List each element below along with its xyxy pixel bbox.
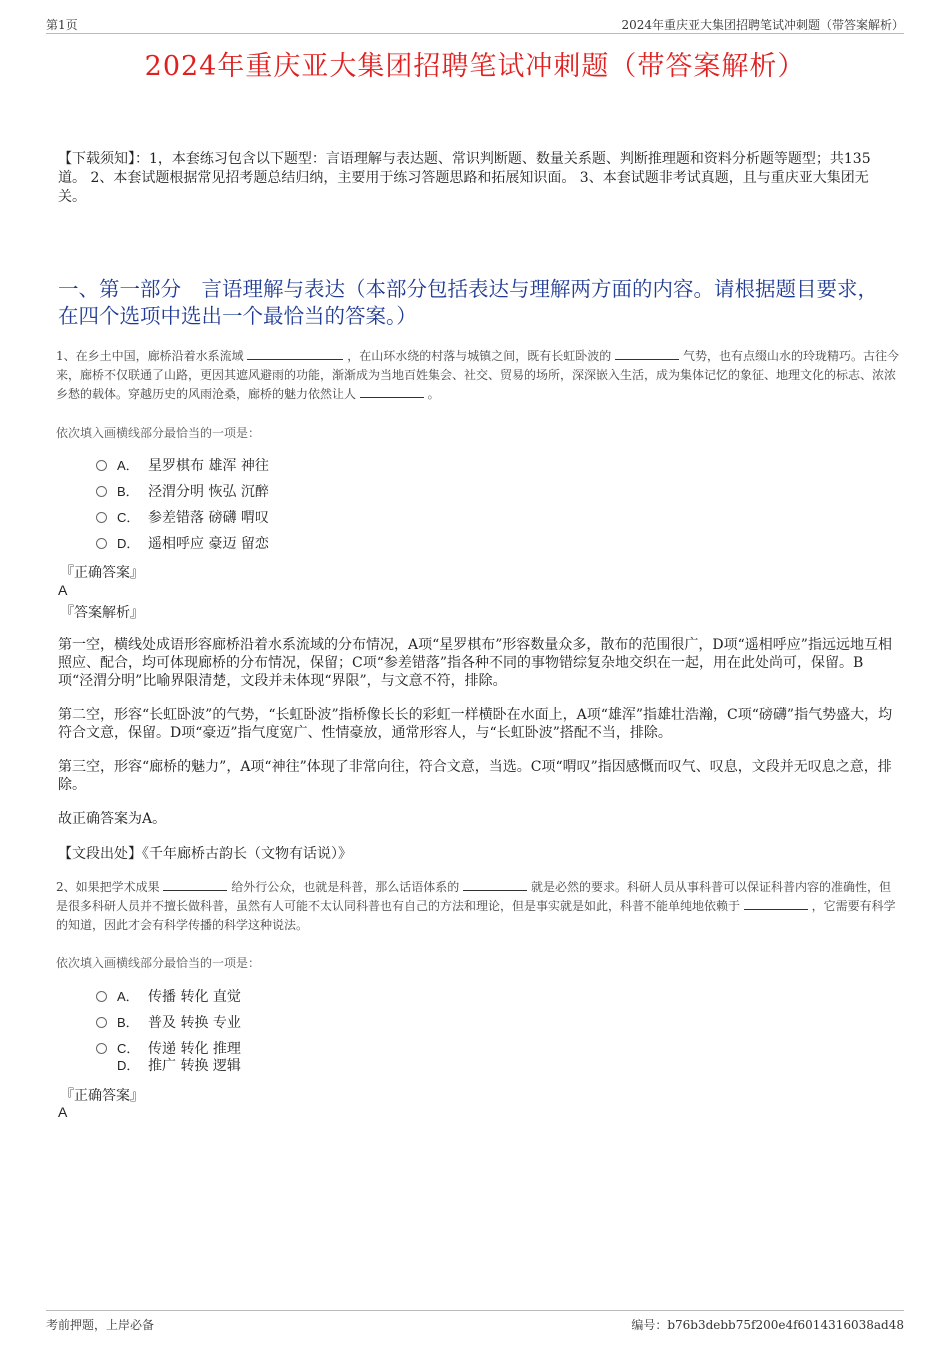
option-letter: D． [117,536,140,551]
option-letter: C． [117,1041,140,1056]
option-text: 传递 转化 推理 [148,1041,241,1057]
q1-blank-2 [615,347,679,360]
footer-slogan: 考前押题，上岸必备 [46,1318,155,1332]
option-text: 普及 转换 专业 [148,1015,241,1031]
q2-option-c[interactable] [96,1040,241,1058]
q1-blank-3 [360,385,424,398]
q1-correct-label: 『正确答案』 [60,565,144,581]
option-letter: B． [117,1015,139,1030]
question-2-stem [56,878,902,935]
q1-blank-1 [247,347,343,360]
q2-correct-answer: A [58,1104,68,1120]
option-text: 泾渭分明 恢弘 沉醉 [148,484,269,500]
q1-option-b[interactable] [96,483,269,501]
radio-icon[interactable] [96,1017,107,1028]
question-1-stem [56,347,902,404]
q1-analysis-conclusion: 故正确答案为A。 [58,811,167,827]
q2-text-2: 给外行公众，也就是科普，那么话语体系的 [231,880,460,894]
q2-text-1: 2、如果把学术成果 [56,880,160,894]
document-title: 2024年重庆亚大集团招聘笔试冲刺题（带答案解析） [144,51,806,82]
q1-text-3: 气势，也有点缀山水的玲珑精巧。古往今来，廊桥不仅联通了山路，更因其遮风避雨的功能，渐渐成为当地百姓集会、社交、贸易的场所，深深嵌入生活，成为集体记忆的象征、地理文化的标志、浓浓乡愁的载体。穿越历史的风雨沧桑，廊桥的魅力依然让人 [56,349,899,401]
q1-correct-answer: A [58,582,68,598]
q1-analysis-para-2: 第二空，形容“长虹卧波”的气势，“长虹卧波”指桥像长长的彩虹一样横卧在水面上，A项“雄浑”指雄壮浩瀚，C项“磅礴”指气势盛大，均符合文意，保留。D项“豪迈”指气度宽广、性情豪放，通常形容人，与“长虹卧波”搭配不当，排除。 [58,707,893,741]
footer-serial: 编号：b76b3debb75f200e4f6014316038ad48 [631,1318,904,1332]
q1-text-2: ，在山环水绕的村落与城镇之间，既有长虹卧波的 [347,349,612,363]
q1-text-1: 1、在乡土中国，廊桥沿着水系流域 [56,349,244,363]
option-letter: A． [117,989,139,1004]
option-text: 星罗棋布 雄浑 神往 [148,458,269,474]
q1-analysis-label: 『答案解析』 [60,605,144,621]
q1-text-4: 。 [427,387,440,401]
header-rule [46,33,904,34]
radio-icon[interactable] [96,991,107,1002]
q2-text-3: 就是必然的要求。科研人员从事科普可以保证科普内容的准确性，但是很多科研人员并不擅长做科普，虽然有人可能不太认同科普也有自己的方法和理论，但是事实就是如此，科普不能单纯地依赖于 [56,880,891,913]
q2-blank-3 [744,897,808,910]
download-notice: 【下载须知】：1，本套练习包含以下题型：言语理解与表达题、常识判断题、数量关系题、判断推理题和资料分析题等题型；共135道。 2、本套试题根据常见招考题总结归纳，主要用于练习答题思路和拓展知识面。 3、本套试题非考试真题，且与重庆亚大集团无关。 [58,151,871,205]
q2-option-b[interactable] [96,1014,241,1032]
q1-prompt: 依次填入画横线部分最恰当的一项是： [56,426,261,440]
q2-text-4: ，它需要有科学的知道，因此才会有科学传播的科学这种说法。 [56,899,896,932]
q1-option-a[interactable] [96,457,269,475]
option-text: 传播 转化 直觉 [148,989,241,1005]
footer-rule [46,1310,904,1311]
q1-option-d[interactable] [96,535,269,553]
section-heading: 一、第一部分 言语理解与表达（本部分包括表达与理解两方面的内容。请根据题目要求，在四个选项中选出一个最恰当的答案。） [58,277,878,328]
running-title: 2024年重庆亚大集团招聘笔试冲刺题（带答案解析） [621,18,904,32]
q2-blank-2 [463,878,527,891]
q1-option-c[interactable] [96,509,269,527]
q1-source: 【文段出处】《千年廊桥古韵长（文物有话说）》 [58,846,352,862]
radio-icon[interactable] [96,460,107,471]
option-text: 推广 转换 逻辑 [148,1058,241,1074]
page-number: 第1页 [46,18,78,32]
radio-icon[interactable] [96,1043,107,1054]
radio-icon[interactable] [96,538,107,549]
option-text: 遥相呼应 豪迈 留恋 [148,536,269,552]
option-letter: B． [117,484,139,499]
q1-analysis-para-1: 第一空，横线处成语形容廊桥沿着水系流域的分布情况，A项“星罗棋布”形容数量众多，散布的范围很广，D项“遥相呼应”指远远地互相照应、配合，均可体现廊桥的分布情况，保留；C项“参差错落”指各种不同的事物错综复杂地交织在一起，用在此处尚可，保留。B项“泾渭分明”比喻界限清楚，文段并未体现“界限”，与文意不符，排除。 [58,637,892,689]
option-letter: D． [117,1058,140,1073]
q2-prompt: 依次填入画横线部分最恰当的一项是： [56,956,261,970]
q1-analysis-para-3: 第三空，形容“廊桥的魅力”，A项“神往”体现了非常向往，符合文意，当选。C项“喟叹”指因感慨而叹气、叹息，文段并无叹息之意，排除。 [58,759,892,793]
q2-blank-1 [163,878,227,891]
option-letter: A． [117,458,139,473]
option-text: 参差错落 磅礴 喟叹 [148,510,269,526]
radio-icon[interactable] [96,512,107,523]
q2-option-a[interactable] [96,988,241,1006]
q2-option-d[interactable] [96,1057,241,1075]
q2-correct-label: 『正确答案』 [60,1088,144,1104]
radio-icon[interactable] [96,486,107,497]
option-letter: C． [117,510,140,525]
